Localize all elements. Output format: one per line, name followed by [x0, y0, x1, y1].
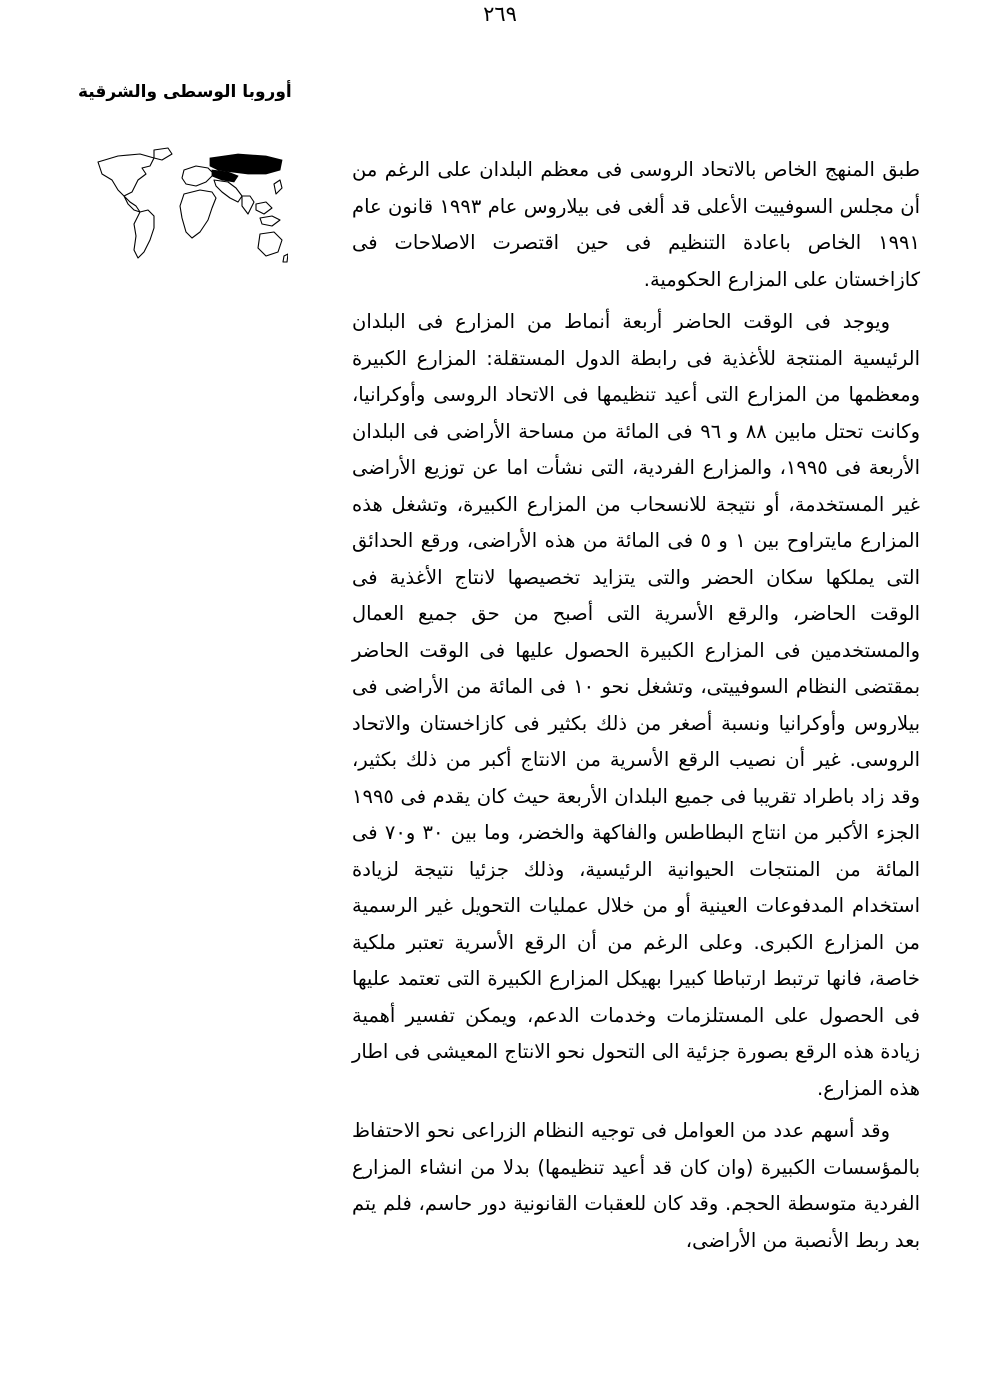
paragraph: وقد أسهم عدد من العوامل فى توجيه النظام الزراعى نحو الاحتفاظ بالمؤسسات الكبيرة (وان كان قد أعيد تنظيمها) بدلا من انشاء المزارع الفردية متوسطة الحجم. وقد كان للعقبات القانونية دور حاسم، فلم يتم بعد ربط الأنصبة من الأراضى، [352, 1119, 920, 1252]
running-head: أوروبا الوسطى والشرقية [78, 82, 292, 102]
paragraph: طبق المنهج الخاص بالاتحاد الروسى فى معظم البلدان على الرغم من أن مجلس السوفييت الأعلى قد ألغى فى بيلاروس عام ١٩٩٣ قانون عام ١٩٩١ الخاص باعادة التنظيم فى حين اقتصرت الاصلاحات فى كازاخستان على المزارع الحكومية. [352, 158, 920, 291]
world-map-figure [88, 140, 288, 270]
body-text-column [352, 152, 920, 1259]
page-number: ٢٦٩ [483, 2, 517, 26]
paragraph: ويوجد فى الوقت الحاضر أربعة أنماط من المزارع فى البلدان الرئيسية المنتجة للأغذية فى رابطة الدول المستقلة: المزارع الكبيرة ومعظمها من المزارع التى أعيد تنظيمها فى الاتحاد الروسى وأوكرانيا، وكانت تحتل مابين ٨٨ و ٩٦ فى المائة من مساحة الأراضى فى البلدان الأربعة فى ١٩٩٥، والمزارع الفردية، التى نشأت اما عن توزيع الأراضى غير المستخدمة، أو نتيجة للانسحاب من المزارع الكبيرة، وتشغل هذه المزارع مايتراوح بين ١ و ٥ فى المائة من هذه الأراضى، ورقع الحدائق التى يملكها سكان الحضر والتى يتزايد تخصيصها لانتاج الأغذية فى الوقت الحاضر، والرقع الأسرية التى أصبح من حق جميع العمال والمستخدمين فى المزارع الكبيرة الحصول عليها فى الوقت الحاضر بمقتضى النظام السوفييتى، وتشغل نحو ١٠ فى المائة من الأراضى فى بيلاروس وأوكرانيا ونسبة أصغر من ذلك بكثير فى كازاخستان والاتحاد الروسى. غير أن نصيب الرقع الأسرية من الانتاج أكبر من ذلك بكثير، وقد زاد باطراد تقريبا فى جميع البلدان الأربعة حيث كان يقدم فى ١٩٩٥ الجزء الأكبر من انتاج البطاطس والفاكهة والخضر، وما بين ٣٠ و٧٠ فى المائة من المنتجات الحيوانية الرئيسية، وذلك جزئيا نتيجة لزيادة استخدام المدفوعات العينية أو من خلال عمليات التحويل غير الرسمية من المزارع الكبرى. وعلى الرغم من أن الرقع الأسرية تعتبر ملكية خاصة، فانها ترتبط ارتباطا كبيرا بهيكل المزارع الكبيرة التى تعتمد عليها فى الحصول على المستلزمات وخدمات الدعم، ويمكن تفسير أهمية زيادة هذه الرقع بصورة جزئية الى التحول نحو الانتاج المعيشى فى اطار هذه المزارع. [352, 310, 921, 1100]
